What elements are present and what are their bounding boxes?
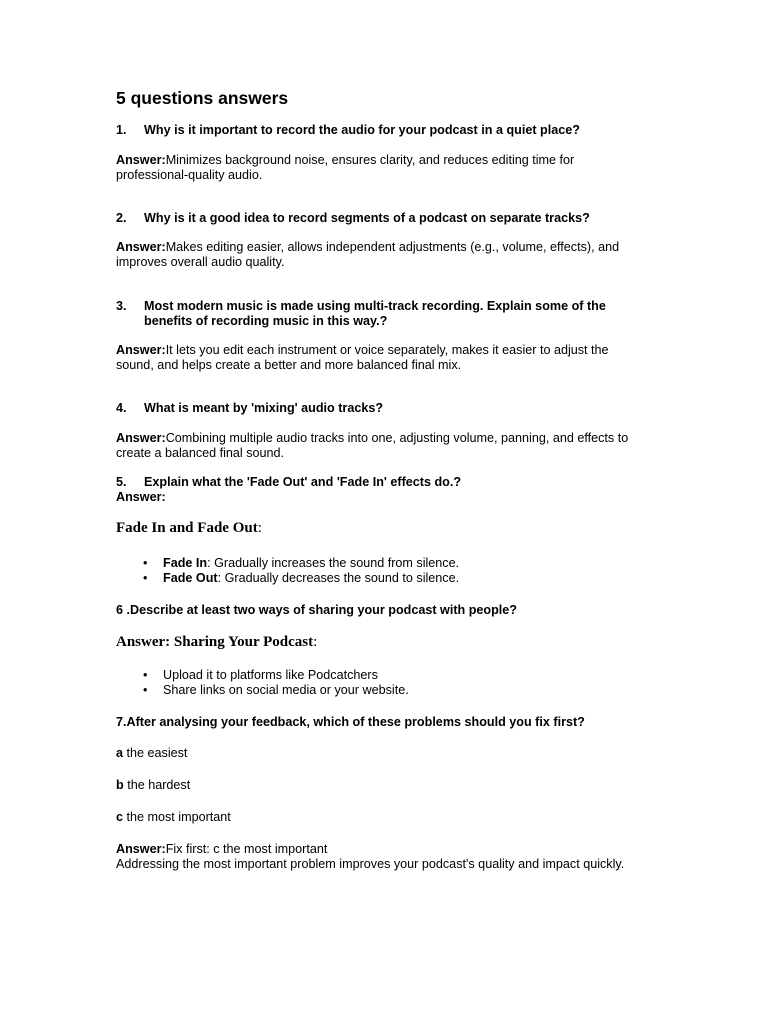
answer-4	[116, 431, 628, 461]
question-number: 5.	[116, 475, 127, 489]
answer-label: Answer:	[116, 153, 166, 167]
question-4	[116, 401, 383, 416]
sharing-list	[140, 668, 409, 698]
question-7	[116, 715, 585, 730]
answer-label: Answer:	[116, 343, 166, 357]
list-item	[140, 668, 409, 683]
answer-text: Makes editing easier, allows independent adjustments (e.g., volume, effects), and	[165, 240, 620, 254]
question-number: 3.	[116, 299, 127, 313]
list-desc: : Gradually increases the sound from silence.	[207, 556, 460, 570]
answer-text: Fix first: c the most important	[165, 842, 328, 856]
option-c	[116, 810, 231, 825]
page-title: 5 questions answers	[116, 88, 289, 108]
subheading-colon: :	[313, 634, 318, 650]
answer-3	[116, 343, 609, 373]
question-2	[116, 211, 590, 226]
question-3	[116, 299, 606, 314]
list-desc: Share links on social media or your website.	[163, 683, 409, 697]
question-6	[116, 603, 517, 618]
fade-list	[140, 556, 459, 586]
question-text: Why is it a good idea to record segments of a podcast on separate tracks?	[144, 211, 590, 225]
answer-text: sound, and helps create a better and more balanced final mix.	[116, 358, 462, 372]
question-number: 2.	[116, 211, 127, 225]
bullet-icon: •	[143, 668, 148, 682]
option-letter: a	[116, 746, 124, 760]
option-text: the hardest	[123, 778, 191, 792]
answer-text: It lets you edit each instrument or voice separately, makes it easier to adjust the	[165, 343, 609, 357]
answer-7	[116, 842, 624, 872]
subheading-colon: :	[257, 520, 262, 536]
list-desc: : Gradually decreases the sound to silence.	[217, 571, 460, 585]
list-desc: Upload it to platforms like Podcatchers	[163, 668, 378, 682]
question-text: Why is it important to record the audio for your podcast in a quiet place?	[144, 123, 580, 137]
bullet-icon: •	[143, 571, 148, 585]
answer-label: Answer:	[116, 431, 166, 445]
answer-label: Answer:	[116, 490, 166, 504]
answer-text: improves overall audio quality.	[116, 255, 285, 269]
bullet-icon: •	[143, 683, 148, 697]
answer-text: Combining multiple audio tracks into one, adjusting volume, panning, and effects to	[165, 431, 629, 445]
answer-label: Answer:	[116, 842, 166, 856]
question-5	[116, 475, 461, 505]
option-letter: b	[116, 778, 124, 792]
question-text: What is meant by 'mixing' audio tracks?	[144, 401, 384, 415]
fade-subheading	[116, 520, 262, 537]
list-term: Fade In	[163, 556, 208, 570]
subheading-text: Fade In and Fade Out	[116, 520, 258, 536]
answer-text: create a balanced final sound.	[116, 446, 285, 460]
answer-explanation: Addressing the most important problem improves your podcast's quality and impact quickly.	[116, 857, 625, 871]
option-b	[116, 778, 190, 793]
question-number: 1.	[116, 123, 127, 137]
list-item	[140, 556, 459, 571]
question-text: 7.After analysing your feedback, which of these problems should you fix first?	[116, 715, 585, 729]
question-text: Explain what the 'Fade Out' and 'Fade In' effects do.?	[144, 475, 462, 489]
list-item	[140, 571, 459, 586]
sharing-subheading	[116, 634, 317, 651]
bullet-icon: •	[143, 556, 148, 570]
question-text: Most modern music is made using multi-track recording. Explain some of the	[144, 299, 606, 313]
option-letter: c	[116, 810, 124, 824]
list-item	[140, 683, 409, 698]
question-3-continued: benefits of recording music in this way.?	[144, 314, 388, 328]
question-number: 4.	[116, 401, 127, 415]
option-text: the most important	[123, 810, 231, 824]
answer-1	[116, 153, 574, 183]
answer-text: professional-quality audio.	[116, 168, 263, 182]
answer-text: Minimizes background noise, ensures clarity, and reduces editing time for	[165, 153, 575, 167]
answer-2	[116, 240, 619, 270]
subheading-text: Answer: Sharing Your Podcast	[116, 634, 314, 650]
option-a	[116, 746, 187, 761]
list-term: Fade Out	[163, 571, 218, 585]
answer-label: Answer:	[116, 240, 166, 254]
question-1	[116, 123, 580, 138]
option-text: the easiest	[123, 746, 188, 760]
question-text: 6 .Describe at least two ways of sharing your podcast with people?	[116, 603, 517, 617]
